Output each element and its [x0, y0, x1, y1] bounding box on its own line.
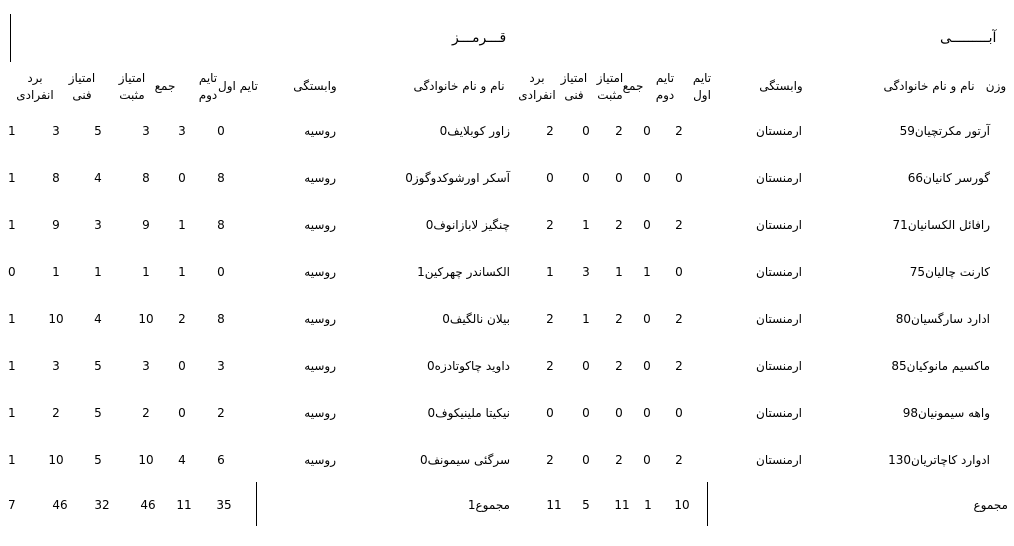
cell-blue-technical: 0 [546, 406, 554, 420]
left-edge-line [10, 14, 11, 62]
cell-blue-individual-win: 0 [419, 453, 428, 467]
cell-red-first-half: 8 [217, 218, 225, 232]
cell-red-technical: 10 [48, 453, 64, 467]
cell-red-total: 2 [142, 406, 150, 420]
cell-blue-positive: 0 [582, 359, 590, 373]
cell-blue-individual-win: 0 [425, 218, 434, 232]
cell-blue-total: 2 [615, 218, 623, 232]
total-red-positive: 32 [94, 498, 110, 512]
cell-blue-second-half: 0 [643, 359, 651, 373]
total-red-second-half: 11 [176, 498, 192, 512]
total-blue-second-half: 1 [644, 498, 652, 512]
total-blue-total: 11 [614, 498, 630, 512]
header-red-total: جمع [154, 79, 176, 93]
cell-blue-name [908, 171, 990, 185]
cell-weight: 71 [892, 218, 908, 232]
cell-blue-technical: 2 [546, 124, 554, 138]
cell-blue-first-half: 2 [675, 359, 683, 373]
total-blue-technical: 11 [546, 498, 562, 512]
cell-red-name [442, 312, 510, 326]
cell-red-positive: 4 [94, 171, 102, 185]
cell-weight: 130 [888, 453, 912, 467]
cell-red-first-half: 0 [217, 265, 225, 279]
team-red-title: قـــرمـــز [452, 30, 507, 46]
cell-red-name-text: داوید چاکوتادزه [434, 359, 510, 373]
red-totals-separator [256, 482, 257, 526]
cell-blue-name [910, 265, 990, 279]
cell-red-technical: 1 [52, 265, 60, 279]
cell-red-affiliation: روسیه [304, 453, 336, 467]
header-blue-second-half: تایم دوم [655, 71, 675, 102]
cell-blue-name-text: رافائل الکسانیان [907, 218, 990, 232]
cell-blue-first-half: 0 [675, 406, 683, 420]
cell-blue-affiliation: ارمنستان [756, 171, 802, 185]
header-blue-total: جمع [622, 79, 644, 93]
cell-blue-name [903, 406, 990, 420]
cell-blue-total: 0 [615, 171, 623, 185]
cell-red-positive: 5 [94, 453, 102, 467]
cell-blue-second-half: 0 [643, 406, 651, 420]
cell-red-win: 1 [8, 359, 16, 373]
cell-red-second-half: 0 [178, 171, 186, 185]
cell-blue-technical: 2 [546, 359, 554, 373]
header-red-individual-win: برد انفرادی [16, 71, 54, 102]
cell-blue-individual-win: 0 [439, 124, 448, 138]
total-blue-label: مجموع [973, 498, 1008, 512]
cell-red-second-half: 2 [178, 312, 186, 326]
cell-blue-name-text: ادارد سارگسیان [911, 312, 990, 326]
header-red-technical: امتیاز فنی [68, 71, 96, 102]
cell-blue-positive: 0 [582, 171, 590, 185]
cell-blue-name [891, 359, 990, 373]
cell-red-second-half: 0 [178, 359, 186, 373]
cell-blue-name-text: آرتور مکرتچیان [914, 124, 990, 138]
team-blue-title: آبـــــــــی [940, 30, 997, 46]
cell-red-total: 1 [142, 265, 150, 279]
cell-red-affiliation: روسیه [304, 124, 336, 138]
cell-weight: 80 [895, 312, 912, 326]
cell-red-first-half: 3 [217, 359, 225, 373]
cell-blue-name [896, 312, 990, 326]
cell-red-name [426, 218, 510, 232]
header-red-name: نام و نام خانوادگی [413, 79, 505, 93]
cell-red-technical: 3 [52, 124, 60, 138]
cell-blue-name [900, 124, 990, 138]
cell-blue-name [893, 218, 990, 232]
cell-red-name [417, 265, 510, 279]
cell-blue-affiliation: ارمنستان [756, 124, 802, 138]
cell-red-name [427, 359, 510, 373]
total-red-label: 1مجموع [467, 498, 510, 512]
header-blue-individual-win: برد انفرادی [518, 71, 556, 102]
cell-red-total: 3 [142, 359, 150, 373]
cell-blue-positive: 1 [582, 312, 590, 326]
cell-blue-total: 1 [615, 265, 623, 279]
cell-blue-name-text: واهه سیمونیان [918, 406, 990, 420]
cell-blue-name-text: ادوارد کاچاتریان [911, 453, 990, 467]
cell-red-second-half: 1 [178, 218, 186, 232]
cell-blue-individual-win: 0 [405, 171, 413, 185]
cell-blue-first-half: 2 [675, 312, 683, 326]
cell-blue-total: 2 [615, 124, 623, 138]
cell-blue-affiliation: ارمنستان [756, 312, 802, 326]
cell-blue-affiliation: ارمنستان [756, 265, 802, 279]
cell-red-name-text: نیکیتا ملینیکوف [435, 406, 510, 420]
cell-red-name-text: چنگیز لابازانوف [433, 218, 510, 232]
cell-red-affiliation: روسیه [304, 406, 336, 420]
cell-red-positive: 4 [94, 312, 102, 326]
cell-red-name-text: زاور کوبلایف [447, 124, 510, 138]
cell-blue-second-half: 0 [643, 453, 651, 467]
cell-red-total: 8 [142, 171, 150, 185]
cell-red-positive: 5 [94, 406, 102, 420]
cell-red-positive: 5 [94, 359, 102, 373]
cell-red-name [440, 124, 510, 138]
cell-blue-technical: 0 [546, 171, 554, 185]
cell-blue-individual-win: 1 [417, 265, 425, 279]
blue-totals-separator [707, 482, 708, 526]
cell-red-total: 9 [142, 218, 150, 232]
cell-red-win: 0 [8, 265, 16, 279]
header-blue-weight: وزن [985, 79, 1007, 93]
total-red-win: 7 [8, 498, 16, 512]
cell-blue-name [888, 453, 990, 467]
cell-weight: 66 [907, 171, 923, 185]
cell-red-second-half: 3 [178, 124, 186, 138]
cell-blue-technical: 1 [546, 265, 554, 279]
cell-red-name [428, 406, 510, 420]
cell-red-first-half: 6 [217, 453, 225, 467]
cell-blue-first-half: 0 [675, 171, 683, 185]
cell-blue-positive: 0 [582, 124, 590, 138]
cell-red-total: 10 [138, 312, 154, 326]
cell-blue-individual-win: 0 [442, 312, 450, 326]
cell-blue-positive: 0 [582, 453, 590, 467]
cell-blue-total: 2 [615, 359, 623, 373]
header-blue-positive: امتیاز مثبت [596, 71, 624, 102]
cell-red-second-half: 4 [178, 453, 186, 467]
cell-red-first-half: 8 [217, 312, 225, 326]
header-red-second-half: تایم دوم [198, 71, 218, 102]
header-blue-affiliation: وابستگی [759, 79, 803, 93]
cell-red-win: 1 [8, 453, 16, 467]
cell-blue-affiliation: ارمنستان [756, 218, 802, 232]
total-blue-positive: 5 [582, 498, 590, 512]
header-blue-name: نام و نام خانوادگی [883, 79, 975, 93]
cell-red-win: 1 [8, 218, 16, 232]
cell-red-technical: 3 [52, 359, 60, 373]
cell-red-technical: 8 [52, 171, 60, 185]
cell-red-first-half: 0 [217, 124, 225, 138]
cell-blue-second-half: 0 [643, 218, 651, 232]
header-red-affiliation: وابستگی [293, 79, 337, 93]
cell-blue-total: 2 [615, 312, 623, 326]
cell-red-name-text: آسکر اورشوکدوگوز [412, 171, 510, 185]
cell-blue-second-half: 0 [643, 312, 651, 326]
total-red-first-half: 35 [216, 498, 232, 512]
cell-red-total: 10 [138, 453, 154, 467]
cell-red-technical: 10 [48, 312, 64, 326]
cell-red-affiliation: روسیه [304, 171, 336, 185]
cell-blue-first-half: 2 [675, 124, 683, 138]
cell-blue-affiliation: ارمنستان [756, 453, 802, 467]
cell-blue-name-text: ماکسیم مانوکیان [906, 359, 990, 373]
cell-blue-second-half: 0 [643, 124, 651, 138]
cell-red-first-half: 2 [217, 406, 225, 420]
total-blue-first-half: 10 [674, 498, 690, 512]
cell-blue-technical: 2 [546, 312, 554, 326]
cell-blue-first-half: 2 [675, 453, 683, 467]
cell-red-affiliation: روسیه [304, 359, 336, 373]
cell-red-affiliation: روسیه [304, 312, 336, 326]
cell-weight: 98 [902, 406, 919, 420]
cell-red-second-half: 0 [178, 406, 186, 420]
header-blue-first-half: تایم اول [692, 71, 712, 102]
cell-red-affiliation: روسیه [304, 265, 336, 279]
cell-red-technical: 2 [52, 406, 60, 420]
cell-blue-name-text: گورسر کانیان [923, 171, 990, 185]
cell-blue-total: 0 [615, 406, 623, 420]
cell-red-affiliation: روسیه [304, 218, 336, 232]
cell-blue-name-text: کارنت چالیان [925, 265, 990, 279]
cell-blue-second-half: 0 [643, 171, 651, 185]
cell-blue-affiliation: ارمنستان [756, 406, 802, 420]
cell-red-second-half: 1 [178, 265, 186, 279]
cell-blue-total: 2 [615, 453, 623, 467]
total-red-technical: 46 [52, 498, 68, 512]
cell-red-first-half: 8 [217, 171, 225, 185]
cell-blue-positive: 1 [582, 218, 590, 232]
total-red-total: 46 [140, 498, 156, 512]
cell-weight: 59 [899, 124, 915, 138]
cell-red-name [405, 171, 510, 185]
cell-blue-first-half: 0 [675, 265, 683, 279]
cell-blue-technical: 2 [546, 453, 554, 467]
cell-red-win: 1 [8, 312, 16, 326]
cell-weight: 85 [891, 359, 907, 373]
cell-red-positive: 1 [94, 265, 102, 279]
cell-red-name [420, 453, 510, 467]
cell-blue-positive: 3 [582, 265, 590, 279]
cell-red-name-text: الکساندر چهرکین [424, 265, 510, 279]
cell-blue-second-half: 1 [643, 265, 651, 279]
cell-blue-positive: 0 [582, 406, 590, 420]
cell-red-win: 1 [8, 124, 16, 138]
cell-red-win: 1 [8, 406, 16, 420]
header-red-first-half: تایم اول [218, 79, 258, 93]
cell-red-positive: 5 [94, 124, 102, 138]
cell-red-name-text: بیلان نالگیف [449, 312, 510, 326]
header-red-positive: امتیاز مثبت [118, 71, 146, 102]
cell-red-positive: 3 [94, 218, 102, 232]
cell-blue-first-half: 2 [675, 218, 683, 232]
cell-blue-technical: 2 [546, 218, 554, 232]
cell-blue-individual-win: 0 [427, 359, 435, 373]
cell-red-total: 3 [142, 124, 150, 138]
header-blue-technical: امتیاز فنی [560, 71, 588, 102]
cell-red-technical: 9 [52, 218, 60, 232]
cell-red-name-text: سرگئی سیمونف [427, 453, 510, 467]
cell-weight: 75 [909, 265, 926, 279]
cell-blue-individual-win: 0 [427, 406, 436, 420]
cell-blue-affiliation: ارمنستان [756, 359, 802, 373]
cell-red-win: 1 [8, 171, 16, 185]
